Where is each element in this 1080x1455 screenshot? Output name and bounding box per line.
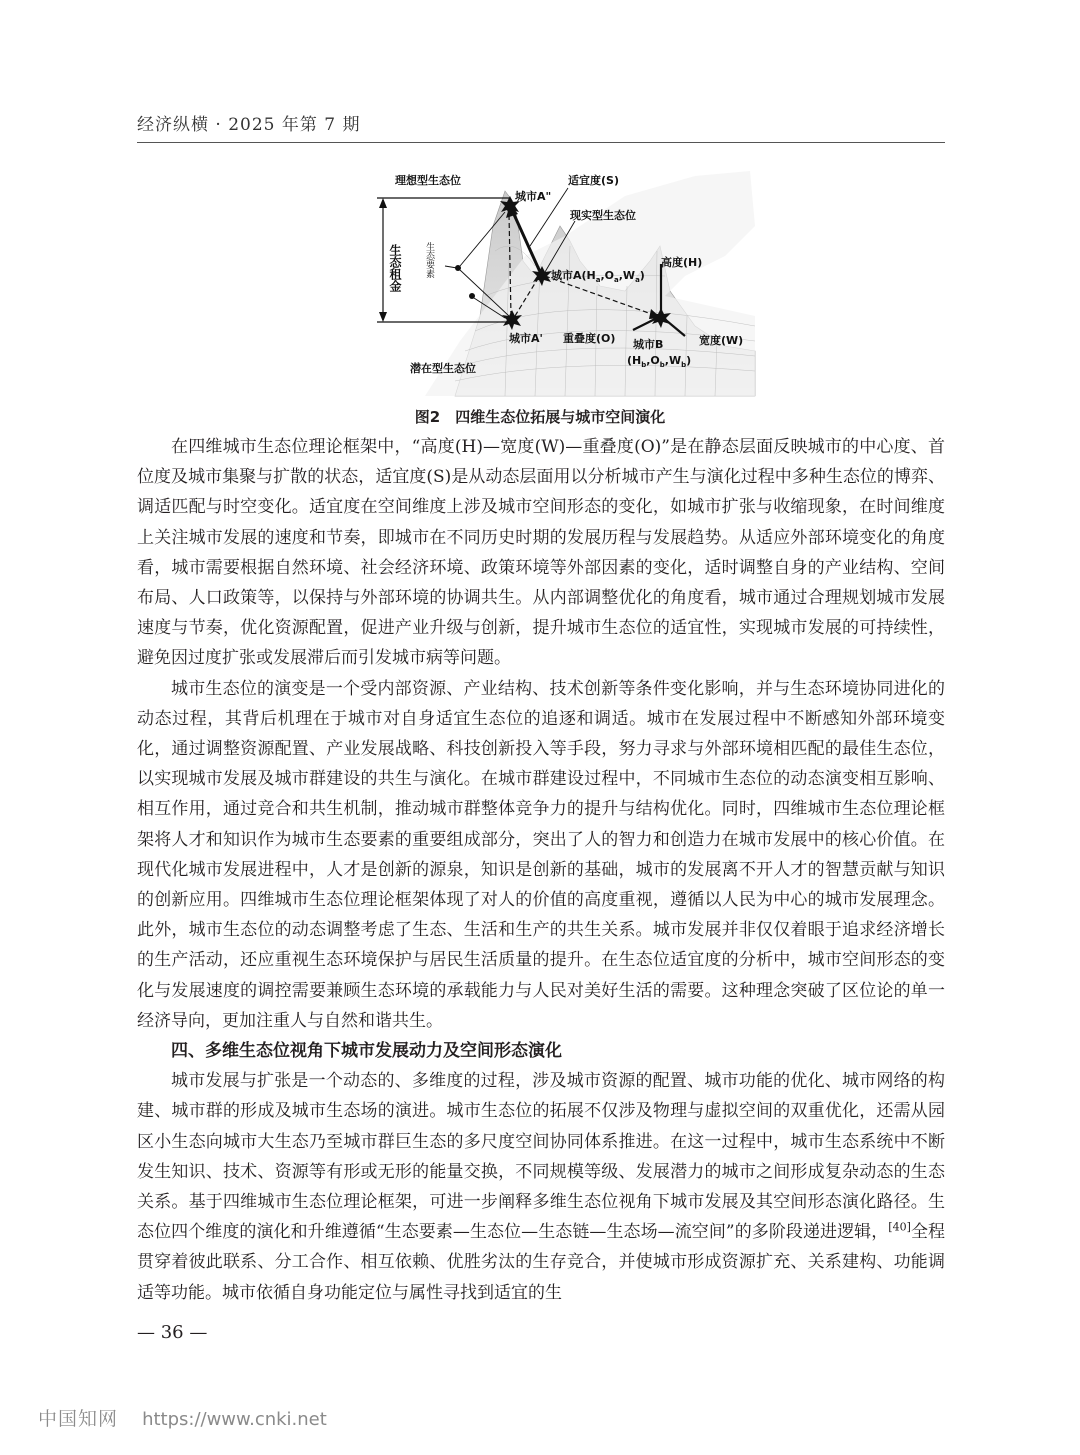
footer-watermark (38, 1404, 327, 1431)
paragraph-3-part-1: 城市发展与扩张是一个动态的、多维度的过程，涉及城市资源的配置、城市功能的优化、城市网络的构建、城市群的形成及城市生态场的演进。城市生态位的拓展不仅涉及物理与虚拟空间的双重优化，还需从园区小生态向城市大生态乃至城市群巨生态的多尺度空间协同体系推进。在这一过程中，城市生态系统中不断发生知识、技术、资源等有形或无形的能量交换，不同规模等级、发展潜力的城市之间形成复杂动态的生态关系。基于四维城市生态位理论框架，可进一步阐释多维生态位视角下城市发展及其空间形态演化路径。生态位四个维度的演化和升维遵循“生态要素—生态位—生态链—生态场—流空间”的多阶段递进逻辑， (137, 1071, 945, 1243)
rent-arrow-down (379, 312, 387, 322)
label-overlap: 重叠度(O) (563, 332, 616, 345)
label-height: 高度(H) (661, 256, 703, 269)
paragraph-3-part-2: 全程贯穿着彼此联系、分工合作、相互依赖、优胜劣汰的生存竞合，并使城市形成资源扩充、关系建构、功能调适等功能。城市依循自身功能定位与属性寻找到适宜的生 (137, 1222, 946, 1303)
paragraph-3 (137, 1066, 945, 1308)
header-rule (137, 142, 945, 143)
figure-caption: 图2 四维生态位拓展与城市空间演化 (414, 408, 666, 426)
article-body (137, 432, 945, 1308)
label-city-b-coord: $(H_b,O_b,W_b)$ (627, 354, 692, 369)
label-potential: 潜在型生态位 (410, 362, 476, 375)
cnki-url[interactable]: https://www.cnki.net (142, 1409, 327, 1430)
label-city-b: 城市B (633, 338, 664, 351)
niche-diagram (365, 166, 765, 402)
paragraph-2: 城市生态位的演变是一个受内部资源、产业结构、技术创新等条件变化影响，并与生态环境协同进化的动态过程，其背后机理在于城市对自身适宜生态位的追逐和调适。城市在发展过程中不断感知外部环境变化，通过调整资源配置、产业发展战略、科技创新投入等手段，努力寻求与外部环境相匹配的最佳生态位，以实现城市发展及城市群建设的共生与演化。在城市群建设过程中，不同城市生态位的动态演变相互影响、相互作用，通过竞合和共生机制，推动城市群整体竞争力的提升与结构优化。同时，四维城市生态位理论框架将人才和知识作为城市生态要素的重要组成部分，突出了人的智力和创造力在城市发展中的核心价值。在现代化城市发展进程中，人才是创新的源泉，知识是创新的基础，城市的发展离不开人才的智慧贡献与知识的创新应用。四维城市生态位理论框架体现了对人的价值的高度重视，遵循以人民为中心的城市发展理念。此外，城市生态位的动态调整考虑了生态、生活和生产的共生关系。城市发展并非仅仅着眼于追求经济增长的生产活动，还应重视生态环境保护与居民生活质量的提升。在生态位适宜度的分析中，城市空间形态的变化与发展速度的调控需要兼顾生态环境的承载能力与人民对美好生活的需要。这种理念突破了区位论的单一经济导向，更加注重人与自然和谐共生。 (137, 678, 945, 1031)
label-width: 宽度(W) (699, 334, 744, 347)
rent-arrow-up (379, 198, 387, 208)
cnki-brand: 中国知网 (38, 1408, 119, 1430)
label-ideal: 理想型生态位 (395, 174, 461, 187)
label-city-a1: 城市A' (509, 332, 543, 345)
label-real: 现实型生态位 (570, 209, 636, 222)
label-rent: 生态租金 (388, 244, 402, 292)
citation-ref[interactable]: [40] (888, 1220, 911, 1234)
section-heading: 四、多维生态位视角下城市发展动力及空间形态演化 (171, 1041, 562, 1062)
figure-2 (365, 166, 765, 402)
label-city-a2: 城市A" (515, 190, 552, 203)
journal-header: 经济纵横 · 2025 年第 7 期 (137, 115, 361, 135)
page-number: — 36 — (137, 1322, 208, 1343)
label-factors: 生态要素 (424, 242, 434, 278)
label-fitness: 适宜度(S) (568, 174, 619, 187)
paragraph-1: 在四维城市生态位理论框架中，“高度(H)—宽度(W)—重叠度(O)”是在静态层面反映城市的中心度、首位度及城市集聚与扩散的状态，适宜度(S)是从动态层面用以分析城市产生与演化过程中多种生态位的博弈、调适匹配与时空变化。适宜度在空间维度上涉及城市空间形态的变化，如城市扩张与收缩现象，在时间维度上关注城市发展的速度和节奏，即城市在不同历史时期的发展历程与发展趋势。从适应外部环境变化的角度看，城市需要根据自然环境、社会经济环境、政策环境等外部因素的变化，适时调整自身的产业结构、空间布局、人口政策等，以保持与外部环境的协调共生。从内部调整优化的角度看，城市通过合理规划城市发展速度与节奏，优化资源配置，促进产业升级与创新，提升城市生态位的适宜性，实现城市发展的可持续性，避免因过度扩张或发展滞后而引发城市病等问题。 (137, 437, 945, 669)
label-city-a: 城市$A(H_a,O_a,W_a)$ (551, 269, 645, 284)
